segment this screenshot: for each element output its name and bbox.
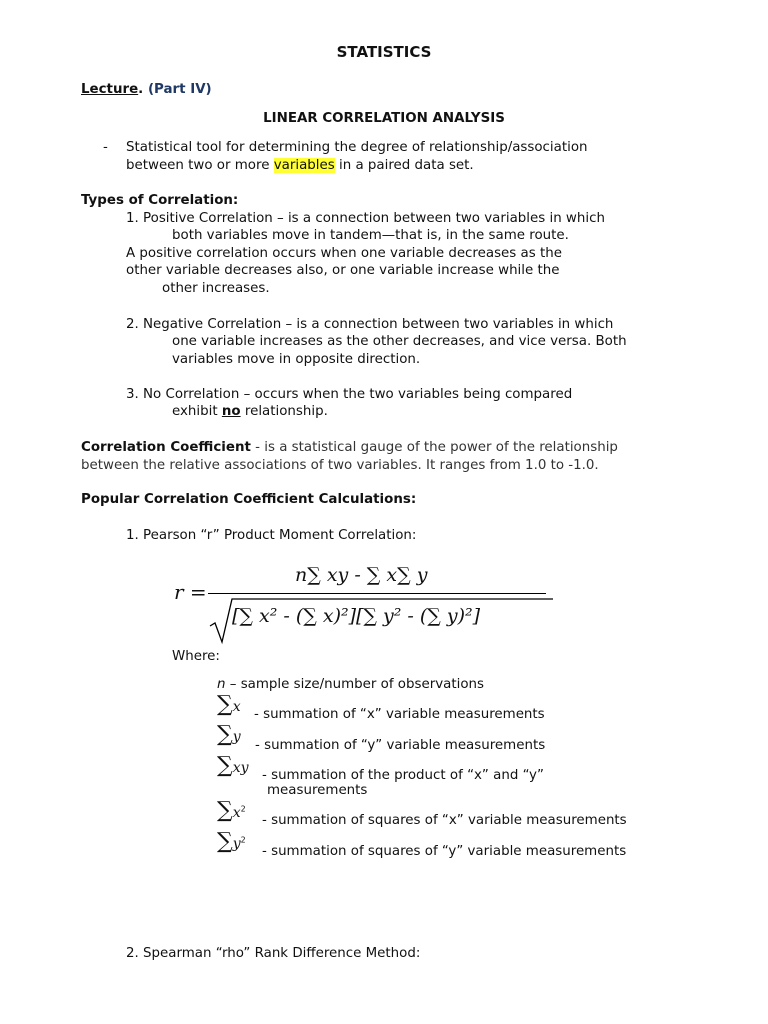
sigma-symbol: ∑ [217,829,233,854]
coefficient-term: Correlation Coefficient [81,440,251,455]
lecture-line [81,81,212,99]
def-sum-y [217,722,546,753]
types-heading: Types of Correlation: [81,193,239,208]
coefficient-line-1 [81,439,618,457]
negative-line-2: one variable increases as the other decreases, and vice versa. Both [172,334,627,349]
def-var: y [232,836,241,852]
def-sum-x [217,692,545,722]
def-var: xy [232,760,249,776]
def-desc: - summation of squares of “x” variable measurements [262,813,627,828]
def-sup: 2 [240,804,246,814]
fraction-bar [208,593,546,594]
def-var: x [232,805,241,821]
def-var: y [232,729,241,745]
lecture-label: Lecture [81,82,139,97]
negative-line-3: variables move in opposite direction. [172,352,421,367]
intro-bullet: - [103,140,108,155]
page-title: STATISTICS [336,43,432,61]
section-title: LINEAR CORRELATION ANALYSIS [263,111,505,126]
sigma-symbol: ∑ [217,753,233,778]
positive-line-3: A positive correlation occurs when one variable decreases as the [126,246,562,261]
where-label: Where: [172,649,220,664]
n-definition [217,676,484,694]
positive-line-2: both variables move in tandem—that is, in the same route. [172,228,569,243]
highlighted-word: variables [273,158,335,173]
none-text-end: relationship. [240,404,328,419]
formula-numerator: n∑ xy - ∑ x∑ y [295,564,428,586]
no-word: no [221,404,241,419]
positive-line-5: other increases. [162,281,270,296]
def-sum-x-squared [217,798,627,828]
negative-line-1: 2. Negative Correlation – is a connection between two variables in which [126,317,614,332]
intro-text-end: in a paired data set. [334,158,474,173]
spearman-title: 2. Spearman “rho” Rank Difference Method: [126,946,421,961]
sigma-symbol: ∑ [217,722,233,747]
def-desc-cont: measurements [267,783,368,798]
def-desc: - summation of squares of “y” variable measurements [262,844,627,859]
def-desc: - summation of “x” variable measurements [254,707,545,722]
positive-line-1: 1. Positive Correlation – is a connection between two variables in which [126,211,605,226]
coefficient-def: - is a statistical gauge of the power of the relationship [250,440,618,455]
def-desc: - summation of the product of “x” and “y” [262,768,544,783]
formula-denominator: [∑ x² - (∑ x)²][∑ y² - (∑ y)²] [232,605,481,627]
positive-line-4: other variable decreases also, or one variable increase while the [126,263,560,278]
popular-heading: Popular Correlation Coefficient Calculations: [81,492,417,507]
sigma-symbol: ∑ [217,798,233,823]
def-sum-y-squared [217,829,627,859]
coefficient-line-2: between the relative associations of two variables. It ranges from 1.0 to -1.0. [81,458,599,473]
def-var: x [232,699,241,715]
formula-lhs: r = [174,580,207,604]
n-desc: – sample size/number of observations [225,677,484,692]
none-line-1: 3. No Correlation – occurs when the two variables being compared [126,387,573,402]
pearson-title: 1. Pearson “r” Product Moment Correlation: [126,528,417,543]
none-line-2 [172,403,328,421]
lecture-part: (Part IV) [147,82,212,97]
sigma-symbol: ∑ [217,692,233,717]
n-symbol: n [217,677,226,692]
pearson-formula [170,560,560,650]
intro-text: between two or more [126,158,274,173]
lecture-dot: . [138,82,144,97]
intro-line-1: Statistical tool for determining the degree of relationship/association [126,140,588,155]
none-text: exhibit [172,404,222,419]
intro-line-2 [126,157,474,175]
def-sum-xy [217,753,544,798]
def-desc: - summation of “y” variable measurements [255,738,546,753]
def-sup: 2 [240,835,246,845]
